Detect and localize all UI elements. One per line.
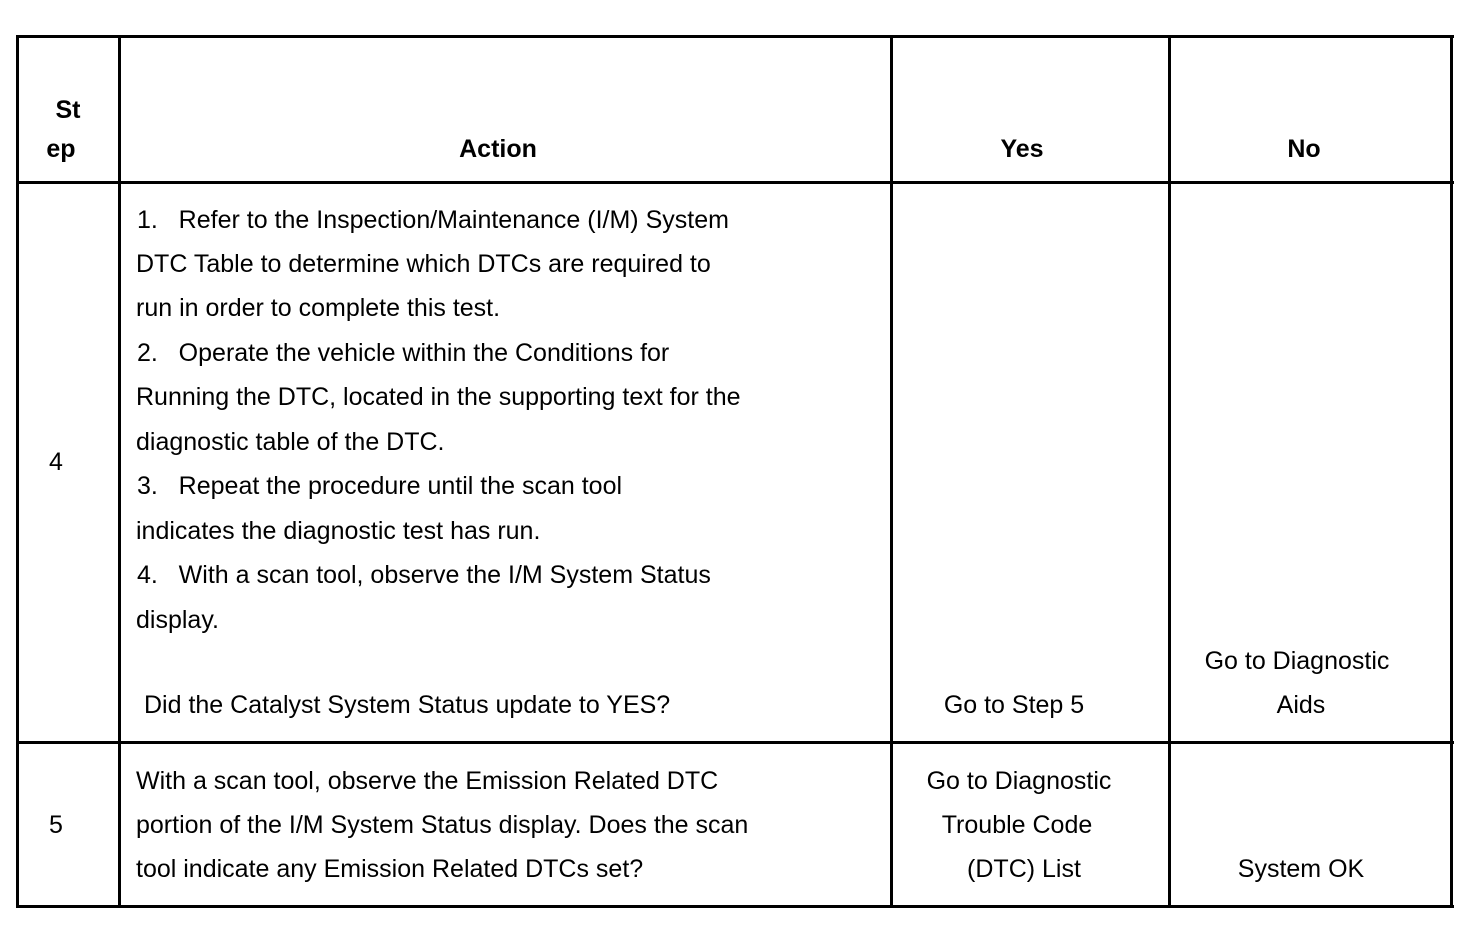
yes-no-divider (1168, 35, 1171, 908)
action-line: 3. Repeat the procedure until the scan tool (137, 472, 623, 500)
step-number: 4 (49, 448, 63, 476)
action-line: tool indicate any Emission Related DTCs set? (136, 855, 644, 883)
header-bottom-border (16, 181, 1454, 184)
action-question: Did the Catalyst System Status update to YES? (144, 691, 671, 719)
no-outcome-line: Aids (1276, 691, 1326, 719)
header-step-line1: St (55, 96, 81, 124)
action-line: DTC Table to determine which DTCs are required to (136, 250, 711, 278)
action-line: display. (136, 606, 219, 634)
table-right-border (1450, 35, 1453, 908)
table-top-border (16, 35, 1454, 38)
yes-outcome-line: (DTC) List (967, 855, 1081, 883)
header-no: No (1287, 135, 1321, 163)
action-line: 1. Refer to the Inspection/Maintenance (I/M) System (137, 206, 729, 234)
action-line: 2. Operate the vehicle within the Conditions for (137, 339, 670, 367)
table-bottom-border (16, 905, 1454, 908)
no-outcome: System OK (1237, 855, 1365, 883)
yes-outcome-line: Go to Diagnostic (926, 767, 1112, 795)
step-action-divider (118, 35, 121, 908)
yes-outcome-line: Trouble Code (941, 811, 1093, 839)
action-line: portion of the I/M System Status display. Does the scan (136, 811, 749, 839)
action-line: With a scan tool, observe the Emission Related DTC (136, 767, 719, 795)
no-outcome-line: Go to Diagnostic (1204, 647, 1390, 675)
header-yes: Yes (1000, 135, 1044, 163)
header-step-line2: ep (46, 135, 76, 163)
action-line: Running the DTC, located in the supporting text for the (136, 383, 741, 411)
action-line: 4. With a scan tool, observe the I/M System Status (137, 561, 711, 589)
header-action: Action (459, 135, 537, 163)
action-line: indicates the diagnostic test has run. (136, 517, 541, 545)
action-line: run in order to complete this test. (136, 294, 501, 322)
table-left-border (16, 35, 19, 908)
action-line: diagnostic table of the DTC. (136, 428, 445, 456)
yes-outcome: Go to Step 5 (943, 691, 1085, 719)
row-4-bottom-border (16, 741, 1454, 744)
step-number: 5 (49, 811, 63, 839)
